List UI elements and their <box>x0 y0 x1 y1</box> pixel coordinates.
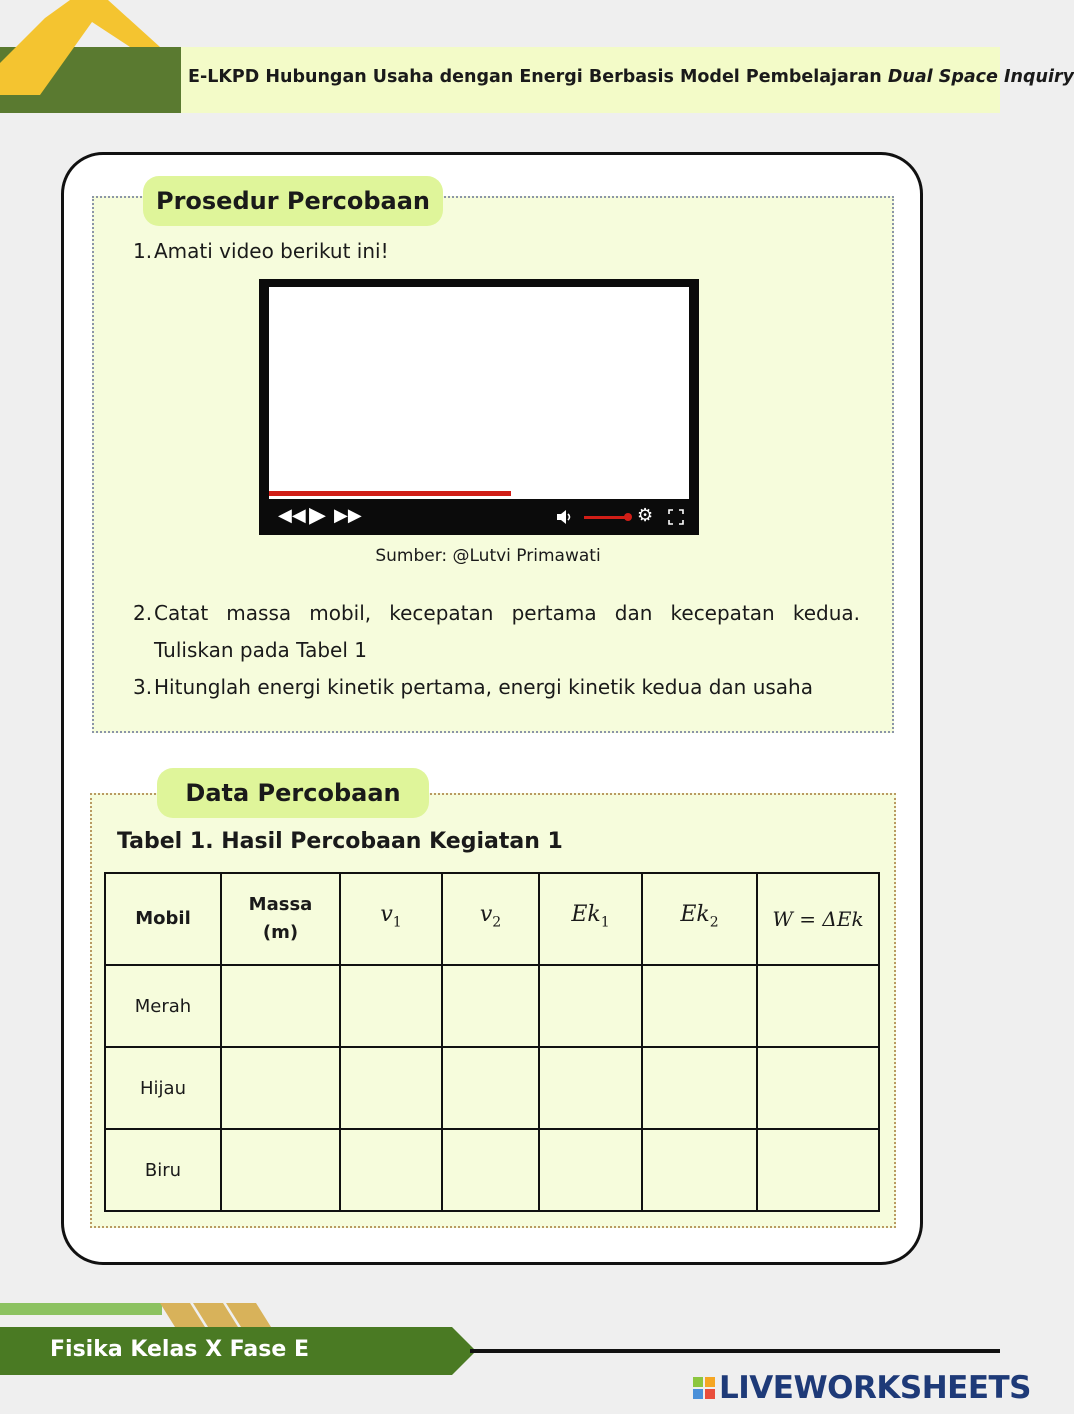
liveworksheets-logo-icon <box>693 1377 717 1401</box>
table-row <box>105 1129 879 1211</box>
header-decoration <box>0 0 200 113</box>
footer-label: Fisika Kelas X Fase E <box>50 1337 309 1362</box>
table-row <box>105 1047 879 1129</box>
input-cell-work[interactable] <box>757 1129 879 1211</box>
header-title <box>188 67 1074 87</box>
row-label: Biru <box>105 1129 221 1211</box>
row-label: Hijau <box>105 1047 221 1129</box>
input-cell-work[interactable] <box>757 1047 879 1129</box>
col-header-v1-symbol: v <box>380 902 393 928</box>
video-controls <box>259 501 699 535</box>
col-header-ek2-subscript: 2 <box>709 914 719 931</box>
data-heading: Data Percobaan <box>157 768 429 818</box>
col-header-v2-subscript: 2 <box>492 914 502 931</box>
input-cell-ek2[interactable] <box>642 1047 757 1129</box>
col-header-ek1-symbol: Ek <box>571 902 601 928</box>
video-screen[interactable] <box>269 287 689 499</box>
procedure-step-1 <box>133 233 863 273</box>
step-text-continued: Tuliskan pada Tabel 1 <box>154 638 367 662</box>
video-player[interactable] <box>259 279 699 535</box>
col-header-ek2 <box>642 873 757 965</box>
input-cell-ek1[interactable] <box>539 1047 642 1129</box>
input-cell-massa[interactable] <box>221 965 340 1047</box>
header-title-italic: Dual Space Inquiry <box>887 67 1074 87</box>
col-header-massa-label: Massa <box>248 894 313 915</box>
results-table <box>104 872 880 1212</box>
input-cell-v2[interactable] <box>442 965 539 1047</box>
input-cell-ek2[interactable] <box>642 965 757 1047</box>
col-header-ek1 <box>539 873 642 965</box>
step-number: 3. <box>133 675 153 699</box>
input-cell-massa[interactable] <box>221 1129 340 1211</box>
table-header-row <box>105 873 879 965</box>
video-progress-bar[interactable] <box>269 491 511 496</box>
footer-line <box>470 1349 1000 1353</box>
col-header-massa-unit: (m) <box>262 922 299 943</box>
step-text: Hitunglah energi kinetik pertama, energi kinetik kedua dan usaha <box>154 675 813 699</box>
step-number: 1. <box>133 239 153 263</box>
input-cell-v1[interactable] <box>340 965 442 1047</box>
col-header-ek1-subscript: 1 <box>600 914 610 931</box>
volume-slider-handle[interactable] <box>624 513 632 521</box>
step-number: 2. <box>133 601 153 625</box>
rewind-icon[interactable]: ◀◀ <box>278 505 306 526</box>
input-cell-ek2[interactable] <box>642 1129 757 1211</box>
col-header-ek2-symbol: Ek <box>680 902 710 928</box>
input-cell-ek1[interactable] <box>539 1129 642 1211</box>
col-header-v1 <box>340 873 442 965</box>
col-header-mobil: Mobil <box>105 873 221 965</box>
table-title: Tabel 1. Hasil Percobaan Kegiatan 1 <box>117 829 563 854</box>
row-label: Merah <box>105 965 221 1047</box>
col-header-v2 <box>442 873 539 965</box>
procedure-step-3 <box>133 669 863 709</box>
col-header-v2-symbol: v <box>479 902 493 928</box>
fast-forward-icon[interactable]: ▶▶ <box>334 505 362 526</box>
input-cell-massa[interactable] <box>221 1047 340 1129</box>
procedure-step-2 <box>133 595 863 675</box>
step-text: Amati video berikut ini! <box>154 239 389 263</box>
settings-icon[interactable]: ⚙ <box>637 505 654 526</box>
header-title-text: E-LKPD Hubungan Usaha dengan Energi Berbasis Model Pembelajaran <box>188 67 882 87</box>
input-cell-v2[interactable] <box>442 1047 539 1129</box>
step-text: Catat massa mobil, kecepatan pertama dan kecepatan kedua. <box>154 601 860 625</box>
input-cell-work[interactable] <box>757 965 879 1047</box>
input-cell-ek1[interactable] <box>539 965 642 1047</box>
play-icon[interactable]: ▶ <box>309 503 326 528</box>
col-header-v1-subscript: 1 <box>392 914 402 931</box>
volume-icon[interactable] <box>555 507 575 527</box>
input-cell-v1[interactable] <box>340 1047 442 1129</box>
input-cell-v1[interactable] <box>340 1129 442 1211</box>
table-row <box>105 965 879 1047</box>
input-cell-v2[interactable] <box>442 1129 539 1211</box>
col-header-massa <box>221 873 340 965</box>
fullscreen-icon[interactable] <box>668 509 684 525</box>
procedure-heading: Prosedur Percobaan <box>143 176 443 226</box>
video-caption: Sumber: @Lutvi Primawati <box>375 546 601 566</box>
col-header-work: W = ΔEk <box>757 873 879 965</box>
liveworksheets-brand[interactable]: LIVEWORKSHEETS <box>719 1370 1031 1406</box>
volume-slider[interactable] <box>584 516 628 519</box>
